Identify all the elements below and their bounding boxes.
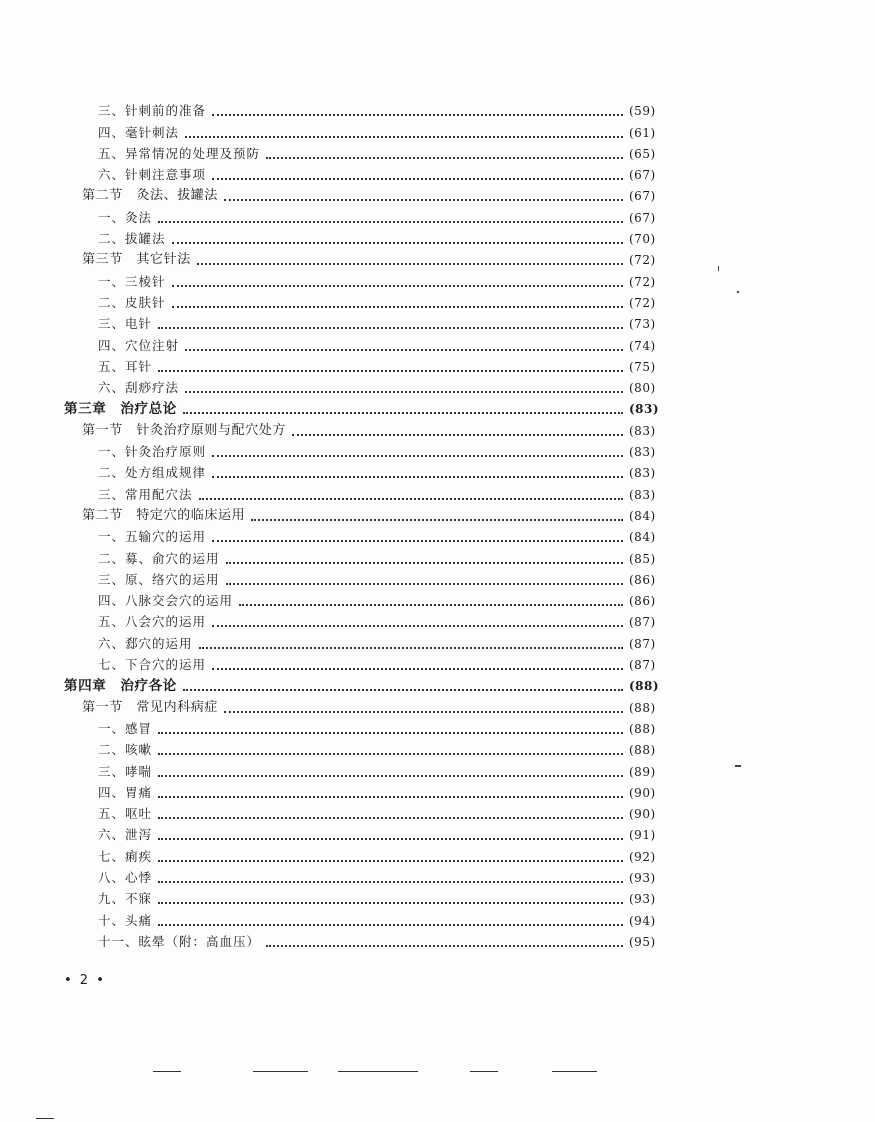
toc-entry-title: 六、刮痧疗法 [98,380,180,396]
dot-leader [158,369,623,372]
toc-section-entry [0,417,875,438]
dot-leader [199,646,623,649]
toc-entry-page: (87) [629,658,656,673]
toc-chapter-entry [0,673,875,694]
toc-entry-page: (94) [629,913,656,928]
toc-entry-title: 四、胃痛 [98,784,153,800]
toc-entry-page: (92) [629,849,656,864]
toc-entry-page: (83) [629,466,656,481]
dot-leader [212,475,623,478]
toc-entry-page: (91) [629,828,656,843]
toc-entry-page: (84) [629,508,656,523]
toc-entry-title: 六、针刺注意事项 [98,167,207,183]
toc-item-entry [0,843,875,864]
dot-leader [172,241,623,244]
dot-leader [199,497,623,500]
toc-item-entry [0,886,875,907]
toc-entry-title: 九、不寐 [98,891,153,907]
dot-leader [158,901,623,904]
dot-leader [158,923,623,926]
toc-entry-page: (90) [629,785,656,800]
scan-line [338,1071,418,1072]
toc-entry-title: 一、感冒 [98,720,153,736]
toc-item-entry [0,162,875,183]
toc-entry-title: 第三章 治疗总论 [64,401,177,418]
toc-entry-title: 一、三棱针 [98,273,166,289]
scan-line [552,1071,597,1072]
toc-item-entry [0,588,875,609]
toc-entry-page: (83) [629,423,656,438]
toc-entry-page: (75) [629,359,656,374]
dot-leader [212,177,623,180]
dot-leader [239,603,623,606]
toc-entry-page: (83) [629,445,656,460]
scan-line [153,1071,181,1072]
toc-entry-title: 三、电针 [98,316,153,332]
scan-line [36,1118,54,1119]
dot-leader [158,880,623,883]
toc-item-entry [0,226,875,247]
toc-entry-title: 八、心悸 [98,869,153,885]
toc-item-entry [0,609,875,630]
toc-item-entry [0,311,875,332]
toc-entry-title: 一、五输穴的运用 [98,529,207,545]
dot-leader [212,454,623,457]
scan-speck [737,291,739,293]
toc-entry-title: 二、皮肤针 [98,294,166,310]
dot-leader [158,752,623,755]
toc-entry-title: 三、哮喘 [98,763,153,779]
toc-entry-title: 第一节 针灸治疗原则与配穴处方 [82,422,287,438]
toc-entry-title: 五、八会穴的运用 [98,614,207,630]
dot-leader [158,795,623,798]
toc-entry-title: 七、下合穴的运用 [98,657,207,673]
toc-entry-page: (88) [629,700,656,715]
toc-entry-page: (61) [629,125,656,140]
toc-item-entry [0,439,875,460]
toc-entry-page: (80) [629,381,656,396]
dot-leader [158,859,623,862]
toc-entry-page: (87) [629,615,656,630]
dot-leader [212,113,623,116]
dot-leader [158,774,623,777]
dot-leader [266,156,623,159]
toc-entry-page: (93) [629,892,656,907]
toc-entry-title: 四、穴位注射 [98,337,180,353]
toc-entry-title: 第三节 其它针法 [82,252,191,268]
dot-leader [185,135,623,138]
toc-item-entry [0,652,875,673]
toc-item-entry [0,907,875,928]
scan-line [253,1071,308,1072]
toc-entry-page: (72) [629,274,656,289]
toc-item-entry [0,524,875,545]
toc-entry-title: 四、毫针刺法 [98,124,180,140]
toc-entry-title: 一、针灸治疗原则 [98,444,207,460]
toc-entry-title: 第四章 治疗各论 [64,678,177,695]
toc-entry-page: (59) [629,104,656,119]
toc-entry-title: 十一、眩晕（附：高血压） [98,933,261,949]
toc-item-entry [0,204,875,225]
toc-item-entry [0,630,875,651]
toc-item-entry [0,332,875,353]
toc-item-entry [0,354,875,375]
toc-item-entry [0,268,875,289]
toc-entry-title: 六、郄穴的运用 [98,635,193,651]
toc-entry-title: 第二节 特定穴的临床运用 [82,507,246,523]
dot-leader [172,284,623,287]
toc-entry-page: (87) [629,636,656,651]
table-of-contents [0,98,875,950]
toc-entry-page: (89) [629,764,656,779]
toc-entry-page: (86) [629,572,656,587]
dot-leader [212,667,623,670]
toc-item-entry [0,758,875,779]
toc-entry-page: (72) [629,295,656,310]
scan-speck [718,266,719,271]
toc-entry-page: (84) [629,530,656,545]
toc-entry-title: 二、处方组成规律 [98,465,207,481]
dot-leader [197,262,623,265]
toc-entry-page: (86) [629,594,656,609]
toc-entry-page: (83) [629,402,660,417]
toc-item-entry [0,567,875,588]
dot-leader [172,305,623,308]
dot-leader [185,348,623,351]
toc-entry-title: 第二节 灸法、拔罐法 [82,188,219,204]
toc-item-entry [0,545,875,566]
toc-section-entry [0,183,875,204]
toc-item-entry [0,737,875,758]
toc-entry-page: (65) [629,146,656,161]
scan-line [470,1071,498,1072]
toc-section-entry [0,503,875,524]
toc-item-entry [0,290,875,311]
toc-item-entry [0,865,875,886]
toc-item-entry [0,822,875,843]
toc-item-entry [0,375,875,396]
toc-entry-title: 二、咳嗽 [98,742,153,758]
dot-leader [251,518,623,521]
toc-entry-page: (85) [629,551,656,566]
toc-entry-title: 三、常用配穴法 [98,486,193,502]
toc-entry-title: 二、拔罐法 [98,231,166,247]
toc-entry-title: 二、募、俞穴的运用 [98,550,220,566]
toc-section-entry [0,694,875,715]
dot-leader [266,944,623,947]
scan-speck [735,765,741,767]
toc-entry-page: (70) [629,232,656,247]
toc-entry-title: 三、针刺前的准备 [98,103,207,119]
dot-leader [158,326,623,329]
toc-item-entry [0,119,875,140]
toc-entry-page: (72) [629,253,656,268]
toc-entry-title: 六、泄泻 [98,827,153,843]
dot-leader [158,837,623,840]
toc-entry-page: (88) [629,679,660,694]
page-number: • 2 • [64,973,106,988]
toc-section-entry [0,247,875,268]
dot-leader [158,731,623,734]
toc-entry-page: (95) [629,934,656,949]
dot-leader [158,816,623,819]
dot-leader [212,539,623,542]
dot-leader [158,220,623,223]
toc-entry-title: 七、痢疾 [98,848,153,864]
dot-leader [185,390,623,393]
toc-entry-page: (67) [629,189,656,204]
toc-entry-title: 四、八脉交会穴的运用 [98,593,234,609]
dot-leader [224,710,623,713]
dot-leader [226,561,623,564]
dot-leader [226,582,623,585]
toc-entry-title: 五、耳针 [98,358,153,374]
dot-leader [183,688,623,691]
toc-entry-title: 十、头痛 [98,912,153,928]
toc-entry-page: (67) [629,168,656,183]
toc-item-entry [0,801,875,822]
toc-entry-title: 一、灸法 [98,209,153,225]
toc-entry-title: 五、呕吐 [98,806,153,822]
toc-chapter-entry [0,396,875,417]
toc-entry-title: 第一节 常见内科病症 [82,699,219,715]
dot-leader [224,198,623,201]
dot-leader [183,411,623,414]
toc-item-entry [0,98,875,119]
toc-entry-page: (90) [629,807,656,822]
toc-item-entry [0,716,875,737]
toc-item-entry [0,481,875,502]
toc-entry-title: 三、原、络穴的运用 [98,571,220,587]
toc-item-entry [0,141,875,162]
toc-entry-page: (83) [629,487,656,502]
toc-entry-page: (73) [629,317,656,332]
toc-item-entry [0,780,875,801]
toc-entry-page: (88) [629,743,656,758]
toc-entry-page: (88) [629,721,656,736]
dot-leader [292,433,623,436]
dot-leader [212,624,623,627]
toc-entry-title: 五、异常情况的处理及预防 [98,145,261,161]
toc-item-entry [0,460,875,481]
toc-entry-page: (93) [629,870,656,885]
toc-entry-page: (67) [629,210,656,225]
toc-entry-page: (74) [629,338,656,353]
toc-item-entry [0,929,875,950]
